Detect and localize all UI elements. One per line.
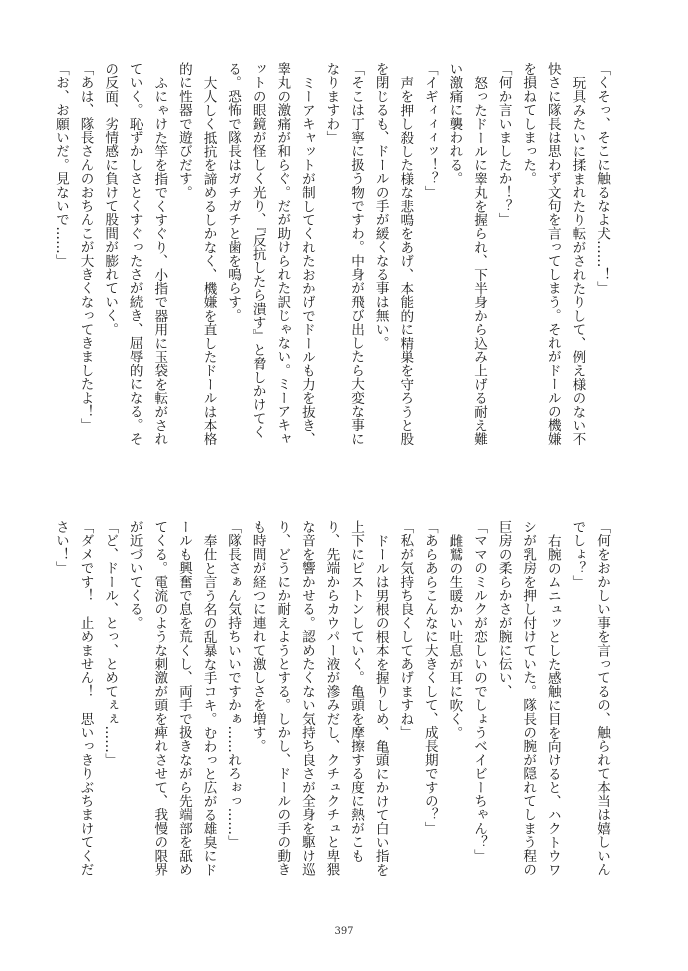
text-line: 「私が気持ち良くしてあげますね」 (397, 520, 414, 740)
text-line: 大人しく抵抗を諦めるしかなく、機嫌を直したドールは本格的に性器で遊びだす。 (175, 62, 217, 446)
text-line: 「そこは丁寧に扱う物ですわ。中身が飛び出したら大変な事になりますわ」 (323, 62, 365, 446)
page-number: 397 (334, 926, 354, 937)
lower-text-block (52, 520, 614, 878)
text-line: ドールは男根の根本を握りしめ、亀頭にかけて白い指を上下にピストンしていく。亀頭を摩擦する度に熱がこもり、先端からカウパー液が滲みだし、クチュクチュと卑猥な音を響かせる。認めたくない気持ち良さが全身を駆け巡り、どうにか耐えようとする。しかし、ドールの手の動きも時間が経つに連れて激しさを増す。 (249, 520, 389, 877)
text-line: ふにゃけた竿を指でくすぐり、小指で器用に玉袋を転がされていく。恥ずかしさとくすぐったさが続き、屈辱的になる。その反面、劣情感に負けて股間が膨れていく。 (102, 62, 168, 446)
text-line: 「隊長さぁん気持ちいいですかぁ……れろぉっ……」 (225, 520, 242, 849)
text-line: 奉仕と言う名の乱暴な手コキ。むわっと広がる雄臭にドールも興奮で息を荒くし、両手で扱きながら先端部を舐めてくる。電流のような刺激が頭を痺れさせて、我慢の限界が近づいてくる。 (126, 520, 217, 877)
text-line: 「何をおかしい事を言ってるの、触られて本当は嬉しいんでしょ？」 (569, 520, 610, 877)
text-line: 「ママのミルクが恋しいのでしょうベイビーちゃん？」 (471, 520, 488, 863)
text-line: 「くそっ、そこに触るなよ犬……！」 (594, 62, 610, 295)
text-line: 「イギィィィッ！？」 (421, 62, 438, 199)
text-line: 「ダメです！ 止めません！ 思いっきりぶちまけてください！」 (52, 520, 94, 877)
text-line: 玩具みたいに揉まれたり転がされたりして、例え様のない不快さに隊長は思わず文句を言ってしまう。それがドールの機嫌を損ねてしまった。 (520, 62, 586, 446)
upper-text-block (52, 62, 614, 458)
text-line: 右腕のムニュッとした感触に目を向けると、ハクトウワシが乳房を押し付けていた。隊長の腕が隠れてしまう程の巨房の柔らかさが腕に伝い、 (495, 520, 561, 877)
text-line: 声を押し殺した様な悲鳴をあげ、本能的に精巣を守ろうと股を閉じるも、ドールの手が緩くなる事は無い。 (372, 62, 414, 446)
text-line: 「お、お願いだ。見ないで……」 (52, 62, 69, 268)
text-line: 「あらあらこんなに大きくして、成長期ですの？」 (421, 520, 438, 836)
text-line: 「ど、ドール、とっ、とめてぇぇ……」 (102, 520, 119, 767)
text-line: 「何か言いましたか！？」 (495, 62, 512, 227)
text-line: 雌鷲の生暖かい吐息が耳に吹く。 (446, 533, 463, 740)
text-line: 「あは、隊長さんのおちんこが大きくなってきましたよ！」 (77, 62, 94, 432)
text-line: ミーアキャットが制してくれたおかげでドールも力を抜き、睾丸の激痛が和らぐ。だが助けられた訳じゃない。ミーアキャットの眼鏡が怪しく光り、『反抗したら潰す』と脅しかけてくる。恐怖で隊長はガチガチと歯を鳴らす。 (225, 62, 315, 446)
text-line: 怒ったドールに睾丸を握られ、下半身から込み上げる耐え難い激痛に襲われる。 (446, 62, 488, 446)
